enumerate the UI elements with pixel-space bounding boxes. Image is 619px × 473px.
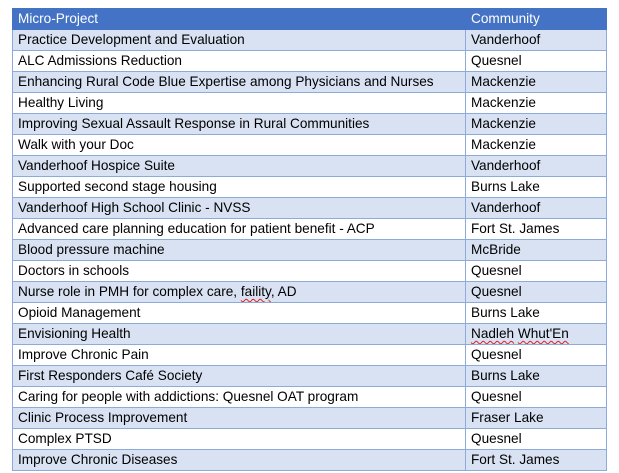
- community-cell: Vanderhoof: [466, 198, 607, 219]
- community-cell: Fraser Lake: [466, 408, 607, 429]
- community-cell: Quesnel: [466, 261, 607, 282]
- community-cell: Quesnel: [466, 345, 607, 366]
- community-cell: Quesnel: [466, 429, 607, 450]
- project-cell: Caring for people with addictions: Quesnel OAT program: [13, 387, 466, 408]
- project-cell: ALC Admissions Reduction: [13, 51, 466, 72]
- community-cell: Burns Lake: [466, 366, 607, 387]
- table-row: [13, 135, 607, 156]
- project-cell: Improve Chronic Pain: [13, 345, 466, 366]
- community-cell: Burns Lake: [466, 177, 607, 198]
- project-cell: Improving Sexual Assault Response in Rural Communities: [13, 114, 466, 135]
- micro-project-table: [12, 8, 607, 471]
- project-cell: Complex PTSD: [13, 429, 466, 450]
- table-row: [13, 93, 607, 114]
- project-cell: Supported second stage housing: [13, 177, 466, 198]
- project-cell: [13, 282, 466, 303]
- project-cell: Vanderhoof Hospice Suite: [13, 156, 466, 177]
- project-cell: Doctors in schools: [13, 261, 466, 282]
- table-row: [13, 72, 607, 93]
- table-row: [13, 261, 607, 282]
- table-row: [13, 114, 607, 135]
- community-cell: Quesnel: [466, 51, 607, 72]
- project-cell: Healthy Living: [13, 93, 466, 114]
- project-cell: Opioid Management: [13, 303, 466, 324]
- table-row: [13, 429, 607, 450]
- table-row: [13, 450, 607, 471]
- community-cell: Quesnel: [466, 282, 607, 303]
- table-row: [13, 51, 607, 72]
- community-cell: Burns Lake: [466, 303, 607, 324]
- table-row: [13, 345, 607, 366]
- table-row: [13, 366, 607, 387]
- table-row: [13, 177, 607, 198]
- community-cell: Mackenzie: [466, 135, 607, 156]
- header-micro-project: Micro-Project: [13, 9, 466, 30]
- community-cell: McBride: [466, 240, 607, 261]
- project-cell: Enhancing Rural Code Blue Expertise among Physicians and Nurses: [13, 72, 466, 93]
- header-row: [13, 9, 607, 30]
- community-cell: Vanderhoof: [466, 30, 607, 51]
- project-cell: Advanced care planning education for patient benefit - ACP: [13, 219, 466, 240]
- project-cell: Practice Development and Evaluation: [13, 30, 466, 51]
- table-row: [13, 30, 607, 51]
- community-cell: Fort St. James: [466, 450, 607, 471]
- spellcheck-flagged-word: faility: [240, 284, 271, 299]
- table-row: [13, 303, 607, 324]
- project-text-part: Nurse role in PMH for complex care,: [18, 284, 241, 299]
- community-cell: Quesnel: [466, 387, 607, 408]
- header-community: Community: [466, 9, 607, 30]
- community-cell: Vanderhoof: [466, 156, 607, 177]
- community-cell: Mackenzie: [466, 93, 607, 114]
- micro-project-table-container: [12, 8, 606, 471]
- project-cell: Improve Chronic Diseases: [13, 450, 466, 471]
- table-row: [13, 198, 607, 219]
- table-row: [13, 240, 607, 261]
- project-cell: Walk with your Doc: [13, 135, 466, 156]
- community-cell: Mackenzie: [466, 114, 607, 135]
- table-row: [13, 282, 607, 303]
- project-cell: Blood pressure machine: [13, 240, 466, 261]
- community-cell: Mackenzie: [466, 72, 607, 93]
- project-cell: Vanderhoof High School Clinic - NVSS: [13, 198, 466, 219]
- project-text-part: , AD: [270, 284, 297, 299]
- table-row: [13, 387, 607, 408]
- project-cell: First Responders Café Society: [13, 366, 466, 387]
- spellcheck-flagged-word: Nadleh: [471, 326, 515, 341]
- project-cell: Envisioning Health: [13, 324, 466, 345]
- community-cell: Fort St. James: [466, 219, 607, 240]
- community-cell: [466, 324, 607, 345]
- spellcheck-flagged-word: Whut'En: [517, 326, 569, 341]
- table-row: [13, 408, 607, 429]
- project-cell: Clinic Process Improvement: [13, 408, 466, 429]
- table-row: [13, 324, 607, 345]
- table-row: [13, 156, 607, 177]
- table-row: [13, 219, 607, 240]
